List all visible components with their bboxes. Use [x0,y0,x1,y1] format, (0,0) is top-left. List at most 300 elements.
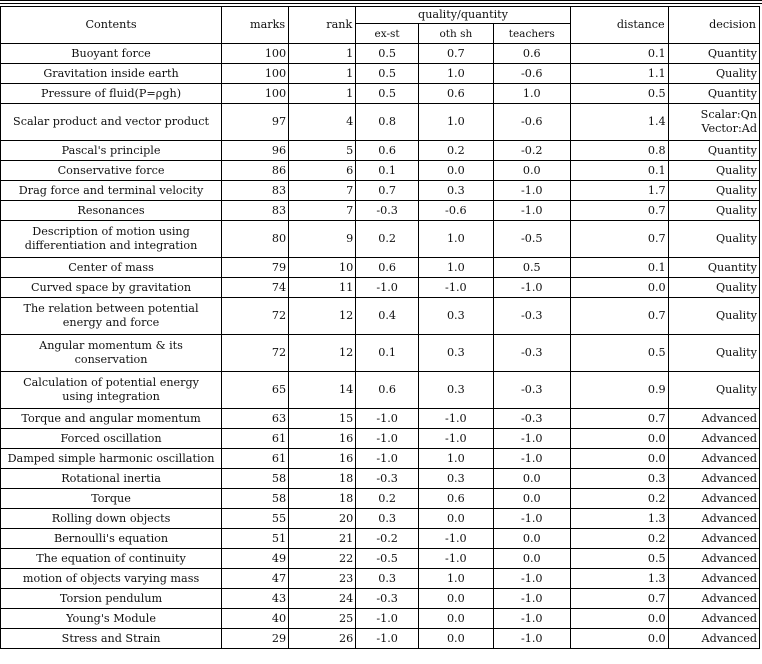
cell-content [1,104,222,141]
table-body [1,44,760,649]
cell-decision [668,221,759,258]
cell-ex-st: 0.2 [356,221,419,258]
cell-ex-st: -1.0 [356,429,419,449]
cell-oth-sh: 0.0 [418,161,493,181]
cell-oth-sh: 1.0 [418,64,493,84]
cell-ex-st: -1.0 [356,609,419,629]
header-ex-st: ex-st [356,24,419,44]
cell-rank: 16 [289,449,356,469]
table-row [1,589,760,609]
top-rule-inner [0,3,762,4]
cell-content [1,589,222,609]
cell-ex-st: 0.6 [356,258,419,278]
cell-distance: 0.0 [570,449,668,469]
cell-content [1,509,222,529]
table-row [1,278,760,298]
cell-decision-line: Advanced [701,491,757,505]
cell-oth-sh: 1.0 [418,258,493,278]
cell-decision [668,44,759,64]
cell-ex-st: -1.0 [356,629,419,649]
cell-content-line: Torsion pendulum [59,591,163,605]
cell-marks: 49 [222,549,289,569]
cell-oth-sh: 0.0 [418,609,493,629]
cell-rank: 11 [289,278,356,298]
table-row [1,449,760,469]
cell-teachers: -1.0 [493,181,570,201]
cell-teachers: -0.3 [493,372,570,409]
cell-teachers: 0.0 [493,489,570,509]
cell-decision-line: Advanced [701,431,757,445]
cell-decision-line: Quality [715,163,757,177]
cell-rank: 21 [289,529,356,549]
cell-decision [668,449,759,469]
cell-distance: 0.7 [570,409,668,429]
cell-ex-st: 0.6 [356,372,419,409]
cell-rank: 18 [289,469,356,489]
cell-distance: 0.9 [570,372,668,409]
caption-cut-off [0,656,762,664]
cell-content [1,569,222,589]
cell-distance: 0.2 [570,489,668,509]
cell-decision [668,64,759,84]
cell-content [1,181,222,201]
table-row [1,258,760,278]
cell-distance: 0.5 [570,84,668,104]
cell-marks: 51 [222,529,289,549]
cell-oth-sh: -1.0 [418,278,493,298]
cell-teachers: 0.0 [493,469,570,489]
cell-decision-line: Quality [715,280,757,294]
cell-ex-st: 0.6 [356,141,419,161]
cell-teachers: 0.6 [493,44,570,64]
cell-oth-sh: 0.0 [418,589,493,609]
cell-content-line: Pascal's principle [61,143,161,157]
cell-teachers: 0.0 [493,549,570,569]
table-row [1,429,760,449]
cell-content [1,84,222,104]
cell-decision [668,84,759,104]
cell-marks: 47 [222,569,289,589]
cell-rank: 1 [289,44,356,64]
cell-oth-sh: 0.7 [418,44,493,64]
cell-rank: 7 [289,201,356,221]
cell-content [1,429,222,449]
cell-content-line: Drag force and terminal velocity [18,183,204,197]
cell-oth-sh: 0.3 [418,181,493,201]
cell-decision [668,141,759,161]
cell-oth-sh: 0.6 [418,84,493,104]
cell-decision [668,549,759,569]
cell-decision [668,489,759,509]
table-row [1,529,760,549]
cell-decision [668,181,759,201]
cell-decision-line: Quality [715,309,757,322]
cell-oth-sh: 0.3 [418,335,493,372]
cell-content-line: Buoyant force [71,46,151,60]
cell-rank: 14 [289,372,356,409]
cell-content [1,278,222,298]
cell-decision-line: Advanced [701,471,757,485]
cell-distance: 0.2 [570,529,668,549]
cell-teachers: -1.0 [493,201,570,221]
cell-distance: 0.5 [570,549,668,569]
cell-teachers: -1.0 [493,429,570,449]
header-decision: decision [668,7,759,44]
cell-marks: 58 [222,469,289,489]
cell-distance: 0.7 [570,589,668,609]
cell-oth-sh: -1.0 [418,529,493,549]
results-table [0,6,760,649]
cell-decision-line: Advanced [701,551,757,565]
cell-oth-sh: 0.3 [418,298,493,335]
cell-marks: 74 [222,278,289,298]
cell-rank: 24 [289,589,356,609]
table-row [1,161,760,181]
cell-decision-line: Quantity [707,86,757,100]
cell-decision-line: Advanced [701,631,757,645]
cell-teachers: -1.0 [493,509,570,529]
cell-marks: 55 [222,509,289,529]
cell-ex-st: 0.3 [356,569,419,589]
header-distance: distance [570,7,668,44]
cell-distance: 0.3 [570,469,668,489]
cell-marks: 83 [222,181,289,201]
cell-rank: 6 [289,161,356,181]
cell-rank: 23 [289,569,356,589]
cell-rank: 25 [289,609,356,629]
cell-oth-sh: -1.0 [418,409,493,429]
cell-distance: 0.0 [570,429,668,449]
cell-content [1,298,222,335]
cell-decision [668,104,759,141]
top-rule [0,0,762,1]
cell-marks: 72 [222,298,289,335]
cell-decision-line: Advanced [701,611,757,625]
cell-content [1,141,222,161]
cell-content [1,335,222,372]
cell-oth-sh: 0.0 [418,629,493,649]
cell-marks: 65 [222,372,289,409]
cell-content-line: using integration [62,390,160,403]
cell-content [1,258,222,278]
cell-decision [668,372,759,409]
header-oth-sh: oth sh [418,24,493,44]
cell-ex-st: 0.2 [356,489,419,509]
cell-oth-sh: 0.0 [418,509,493,529]
cell-rank: 10 [289,258,356,278]
cell-decision-line: Quality [715,66,757,80]
cell-oth-sh: 1.0 [418,449,493,469]
cell-content-line: motion of objects varying mass [22,571,200,585]
cell-distance: 1.4 [570,104,668,141]
table-row [1,609,760,629]
cell-ex-st: 0.5 [356,44,419,64]
cell-teachers: 0.0 [493,161,570,181]
cell-content [1,409,222,429]
cell-ex-st: -1.0 [356,449,419,469]
cell-teachers: -1.0 [493,629,570,649]
cell-content-line: Rotational inertia [61,471,161,485]
cell-ex-st: -1.0 [356,409,419,429]
cell-decision-line: Advanced [701,591,757,605]
cell-rank: 1 [289,64,356,84]
cell-ex-st: 0.4 [356,298,419,335]
cell-decision [668,589,759,609]
cell-marks: 72 [222,335,289,372]
cell-marks: 96 [222,141,289,161]
cell-distance: 0.1 [570,161,668,181]
cell-rank: 4 [289,104,356,141]
cell-distance: 0.7 [570,298,668,335]
cell-ex-st: 0.8 [356,104,419,141]
cell-marks: 100 [222,44,289,64]
cell-content-line: Curved space by gravitation [30,280,192,294]
cell-oth-sh: 1.0 [418,104,493,141]
header-teachers: teachers [493,24,570,44]
cell-distance: 0.5 [570,335,668,372]
cell-distance: 0.0 [570,278,668,298]
header-rank: rank [289,7,356,44]
cell-decision-line: Vector:Ad [701,122,757,135]
cell-teachers: 1.0 [493,84,570,104]
cell-decision-line: Advanced [701,451,757,465]
cell-decision [668,629,759,649]
cell-oth-sh: 0.3 [418,372,493,409]
cell-teachers: -0.2 [493,141,570,161]
cell-content-line: Rolling down objects [51,511,171,525]
cell-teachers: -1.0 [493,569,570,589]
cell-content-line: Damped simple harmonic oscillation [7,451,215,465]
table-row [1,221,760,258]
cell-content-line: The relation between potential [23,302,199,315]
cell-ex-st: 0.1 [356,161,419,181]
cell-teachers: -0.6 [493,64,570,84]
cell-ex-st: -1.0 [356,278,419,298]
header-contents: Contents [1,7,222,44]
cell-content [1,489,222,509]
cell-ex-st: 0.5 [356,84,419,104]
cell-marks: 100 [222,84,289,104]
cell-marks: 40 [222,609,289,629]
cell-marks: 29 [222,629,289,649]
cell-content-line: differentiation and integration [24,239,198,252]
cell-decision-line: Quality [715,346,757,359]
cell-content [1,221,222,258]
cell-decision-line: Quantity [707,260,757,274]
cell-decision-line: Quality [715,183,757,197]
cell-teachers: -0.3 [493,335,570,372]
cell-content [1,201,222,221]
cell-rank: 20 [289,509,356,529]
cell-marks: 80 [222,221,289,258]
cell-rank: 5 [289,141,356,161]
cell-distance: 1.3 [570,569,668,589]
cell-content-line: Torque [91,491,131,505]
cell-rank: 12 [289,298,356,335]
cell-decision-line: Advanced [701,511,757,525]
header-quality-quantity: quality/quantity [356,7,570,24]
cell-rank: 26 [289,629,356,649]
cell-oth-sh: 0.3 [418,469,493,489]
cell-oth-sh: 0.6 [418,489,493,509]
cell-marks: 61 [222,449,289,469]
cell-ex-st: -0.5 [356,549,419,569]
table-row [1,64,760,84]
cell-decision [668,469,759,489]
cell-rank: 15 [289,409,356,429]
cell-rank: 12 [289,335,356,372]
cell-oth-sh: -1.0 [418,549,493,569]
cell-ex-st: 0.1 [356,335,419,372]
cell-marks: 79 [222,258,289,278]
cell-teachers: -0.5 [493,221,570,258]
cell-decision-line: Quality [715,383,757,396]
header-marks: marks [222,7,289,44]
cell-teachers: -0.3 [493,298,570,335]
cell-marks: 43 [222,589,289,609]
cell-decision-line: Quantity [707,143,757,157]
cell-decision [668,509,759,529]
cell-content-line: Forced oscillation [60,431,162,445]
cell-decision-line: Quality [715,232,757,245]
cell-decision [668,529,759,549]
cell-decision [668,298,759,335]
cell-teachers: -1.0 [493,449,570,469]
cell-content-line: conservation [74,353,148,366]
cell-distance: 0.7 [570,201,668,221]
cell-marks: 100 [222,64,289,84]
cell-teachers: -0.6 [493,104,570,141]
cell-decision [668,161,759,181]
cell-rank: 1 [289,84,356,104]
cell-content [1,469,222,489]
cell-decision-line: Quantity [707,46,757,60]
cell-content-line: Calculation of potential energy [23,376,199,389]
cell-decision [668,258,759,278]
cell-ex-st: -0.3 [356,469,419,489]
cell-decision [668,429,759,449]
table-row [1,141,760,161]
cell-rank: 9 [289,221,356,258]
cell-content [1,549,222,569]
cell-marks: 86 [222,161,289,181]
cell-decision [668,409,759,429]
cell-marks: 58 [222,489,289,509]
cell-distance: 1.7 [570,181,668,201]
cell-content-line: Description of motion using [32,225,190,238]
cell-distance: 0.0 [570,629,668,649]
cell-ex-st: -0.2 [356,529,419,549]
cell-content-line: Conservative force [57,163,165,177]
cell-distance: 0.8 [570,141,668,161]
cell-teachers: -1.0 [493,589,570,609]
cell-distance: 0.0 [570,609,668,629]
table-row [1,44,760,64]
cell-teachers: -1.0 [493,278,570,298]
cell-content-line: Torque and angular momentum [21,411,201,425]
cell-rank: 7 [289,181,356,201]
cell-decision-line: Advanced [701,531,757,545]
cell-content [1,609,222,629]
cell-rank: 16 [289,429,356,449]
cell-content-line: Resonances [77,203,145,217]
cell-content-line: Scalar product and vector product [13,115,210,128]
cell-decision-line: Quality [715,203,757,217]
table-row [1,181,760,201]
cell-content [1,629,222,649]
cell-content-line: Angular momentum & its [39,339,183,352]
cell-content [1,372,222,409]
cell-content-line: Center of mass [68,260,154,274]
cell-distance: 0.1 [570,44,668,64]
cell-content-line: energy and force [62,316,160,329]
cell-decision [668,201,759,221]
cell-decision-line: Advanced [701,411,757,425]
cell-distance: 1.3 [570,509,668,529]
cell-content [1,161,222,181]
table-row [1,629,760,649]
table-row [1,372,760,409]
cell-decision [668,569,759,589]
table-row [1,298,760,335]
cell-decision-line: Advanced [701,571,757,585]
table-row [1,335,760,372]
cell-decision-line: Scalar:Qn [700,108,757,121]
cell-marks: 63 [222,409,289,429]
table-row [1,409,760,429]
cell-ex-st: -0.3 [356,201,419,221]
cell-content [1,44,222,64]
cell-marks: 97 [222,104,289,141]
cell-content [1,64,222,84]
cell-oth-sh: -1.0 [418,429,493,449]
cell-oth-sh: 1.0 [418,221,493,258]
cell-teachers: -0.3 [493,409,570,429]
table-row [1,549,760,569]
cell-ex-st: 0.3 [356,509,419,529]
cell-decision [668,278,759,298]
cell-ex-st: 0.5 [356,64,419,84]
table-row [1,469,760,489]
cell-oth-sh: -0.6 [418,201,493,221]
table-row [1,201,760,221]
cell-content-line: Stress and Strain [61,631,161,645]
cell-decision [668,335,759,372]
cell-teachers: -1.0 [493,609,570,629]
cell-oth-sh: 0.2 [418,141,493,161]
cell-content-line: Pressure of fluid(P=ρgh) [40,86,182,100]
cell-ex-st: 0.7 [356,181,419,201]
table-row [1,509,760,529]
cell-distance: 0.1 [570,258,668,278]
cell-distance: 0.7 [570,221,668,258]
cell-content-line: Bernoulli's equation [53,531,169,545]
cell-rank: 22 [289,549,356,569]
cell-ex-st: -0.3 [356,589,419,609]
cell-content [1,529,222,549]
cell-distance: 1.1 [570,64,668,84]
table-row [1,104,760,141]
table-row [1,84,760,104]
cell-marks: 83 [222,201,289,221]
cell-decision [668,609,759,629]
cell-teachers: 0.0 [493,529,570,549]
table-row [1,489,760,509]
cell-content-line: Gravitation inside earth [43,66,179,80]
cell-content-line: The equation of continuity [36,551,186,565]
table-row [1,569,760,589]
cell-rank: 18 [289,489,356,509]
